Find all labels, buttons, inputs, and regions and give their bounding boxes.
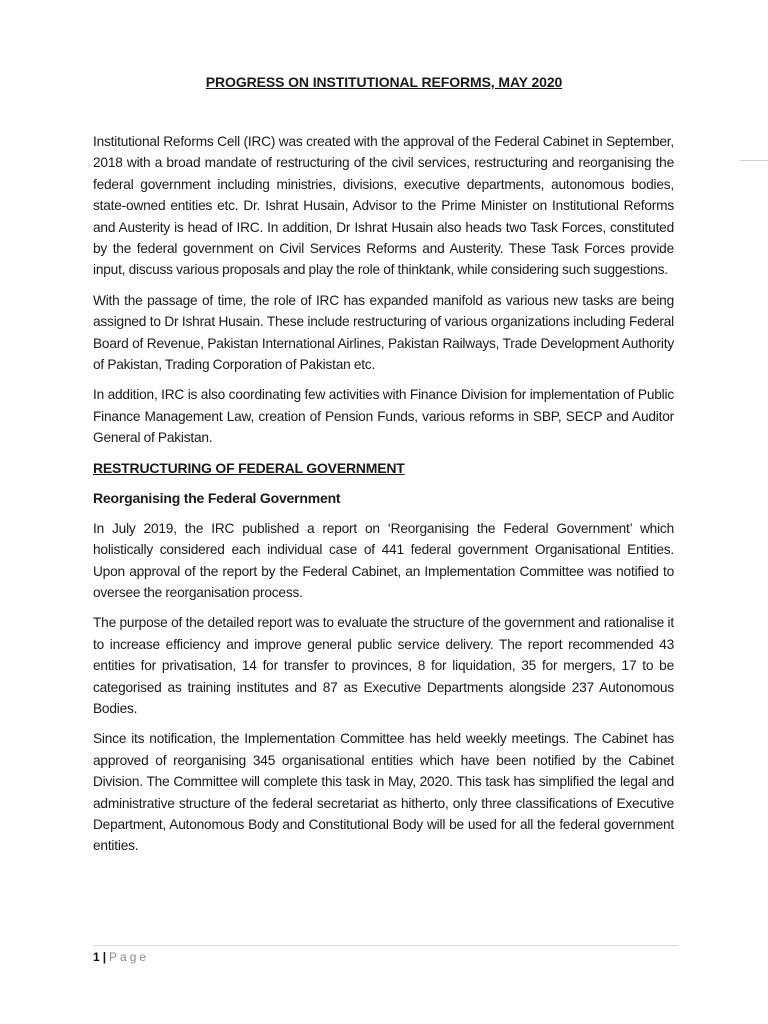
section-heading: RESTRUCTURING OF FEDERAL GOVERNMENT — [93, 459, 405, 476]
footer-divider — [93, 945, 678, 946]
document-body — [93, 131, 674, 866]
page-number: 1 — [93, 950, 100, 964]
paragraph-irc-creation: Institutional Reforms Cell (IRC) was created with the approval of the Federal Cabinet in September, 2018 with a broad mandate of restructuring of the civil services, restructuring and reorganising the federal government including ministries, divisions, executive departments, autonomous bodies, state-owned entities etc. Dr. Ishrat Husain, Advisor to the Prime Minister on Institutional Reforms and Austerity is head of IRC. In addition, Dr Ishrat Husain also heads two Task Forces, constituted by the federal government on Civil Services Reforms and Austerity. These Task Forces provide input, discuss various proposals and play the role of thinktank, while considering such suggestions. — [93, 134, 674, 278]
paragraph-report-published: In July 2019, the IRC published a report on ‘Reorganising the Federal Government’ which holistically considered each individual case of 441 federal government Organisational Entities. Upon approval of the report by the Federal Cabinet, an Implementation Committee was notified to oversee the reorganisation process. — [93, 520, 674, 600]
footer-separator: | — [102, 950, 107, 964]
paragraph-irc-coordination: In addition, IRC is also coordinating few activities with Finance Division for implementation of Public Finance Management Law, creation of Pension Funds, various reforms in SBP, SECP and Auditor General of Pakistan. — [93, 387, 674, 446]
paragraph-report-purpose: The purpose of the detailed report was to evaluate the structure of the government and rationalise it to increase efficiency and improve general public service delivery. The report recommended 43 entities for privatisation, 14 for transfer to provinces, 8 for liquidation, 35 for mergers, 17 to be categorised as training institutes and 87 as Executive Departments alongside 237 Autonomous Bodies. — [93, 615, 674, 716]
page-label: Page — [109, 950, 150, 964]
page-footer — [93, 949, 149, 965]
paragraph-committee-progress: Since its notification, the Implementation Committee has held weekly meetings. The Cabinet has approved of reorganising 345 organisational entities which have been notified by the Cabinet Division. The Committee will complete this task in May, 2020. This task has simplified the legal and administrative structure of the federal secretariat as hitherto, only three classifications of Executive Department, Autonomous Body and Constitutional Body will be used for all the federal government entities. — [93, 731, 674, 854]
margin-mark — [740, 160, 768, 161]
paragraph-irc-role: With the passage of time, the role of IRC has expanded manifold as various new tasks are being assigned to Dr Ishrat Husain. These include restructuring of various organizations including Federal Board of Revenue, Pakistan International Airlines, Pakistan Railways, Trade Development Authority of Pakistan, Trading Corporation of Pakistan etc. — [93, 292, 674, 373]
document-title: PROGRESS ON INSTITUTIONAL REFORMS, MAY 2020 — [205, 74, 563, 90]
sub-heading: Reorganising the Federal Government — [93, 489, 341, 506]
